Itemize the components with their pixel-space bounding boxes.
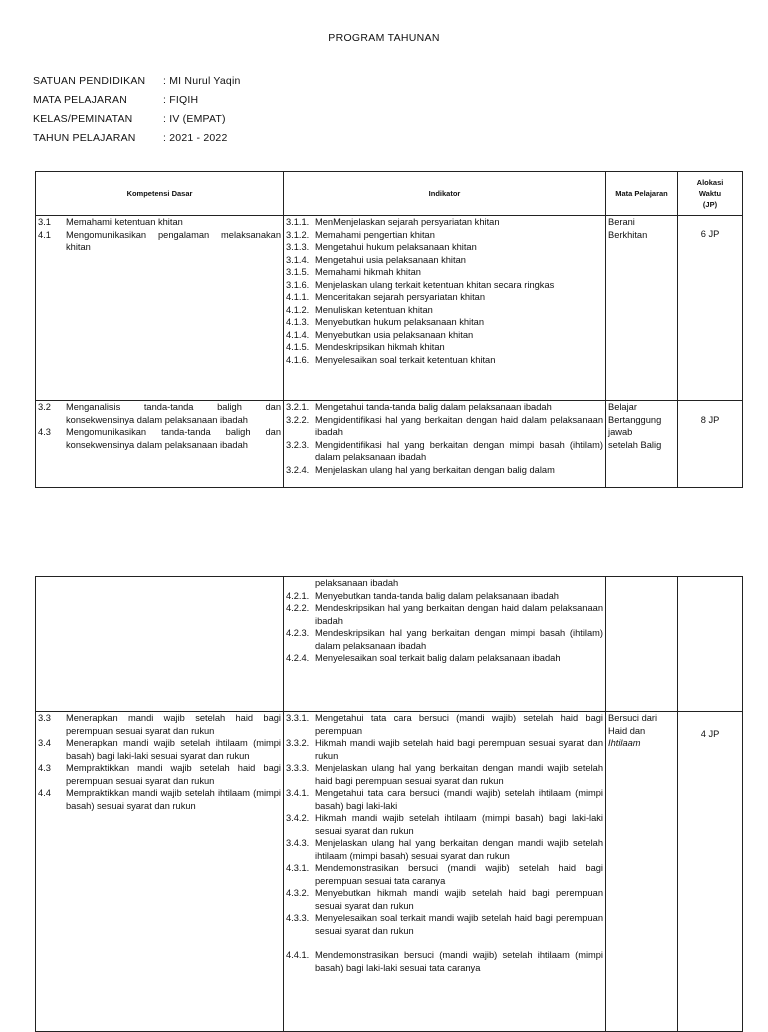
table-header-row [36,172,743,216]
indikator-number: 4.2.1. [286,590,310,601]
mapel-cell [606,577,678,712]
indikator-number: 3.1.1. [286,217,310,227]
kd-text: Mempraktikkan mandi wajib setelah ihtilaam (mimpi basah) sesuai syarat dan rukun [66,788,281,811]
table-row [36,712,743,1032]
info-value: : FIQIH [163,94,199,106]
kd-cell [36,216,284,401]
indikator-number: 3.4.3. [286,838,310,848]
indikator-item [286,229,603,242]
kd-text: Mengomunikasikan pengalaman melaksanakan khitan [66,229,281,252]
indikator-text: Mengetahui tata cara bersuci (mandi wajib) setelah haid bagi perempuan [315,713,603,736]
indikator-item [286,812,603,837]
indikator-item [286,329,603,342]
header-alokasi-waktu [678,172,743,216]
indikator-item [286,341,603,354]
page-title: PROGRAM TAHUNAN [328,32,440,44]
info-label: MATA PELAJARAN [33,94,128,106]
info-value: : MI Nurul Yaqin [163,75,241,87]
kd-item [38,216,281,229]
info-value: : 2021 - 2022 [163,132,228,144]
indikator-item [286,577,603,590]
info-label: TAHUN PELAJARAN [33,132,136,144]
indikator-item [286,304,603,317]
mapel-line: Bersuci dari [608,713,658,723]
indikator-text: Menyebutkan hukum pelaksanaan khitan [315,317,485,327]
indikator-text: pelaksanaan ibadah [315,578,399,588]
indikator-number: 4.1.6. [286,354,310,365]
indikator-item [286,837,603,862]
mapel-cell [606,712,678,1032]
indikator-text: Menjelaskan ulang hal yang berkaitan dengan mandi wajib setelah haid bagi perempuan sesuai syarat dan rukun [315,763,603,786]
indikator-number: 3.4.2. [286,813,310,823]
indikator-number: 4.2.3. [286,628,310,638]
indikator-number: 3.3.2. [286,738,310,748]
kd-text: Menganalisis tanda-tanda baligh dan konsekwensinya dalam pelaksanaan ibadah [66,402,281,425]
table-row [36,577,743,712]
indikator-text: MenMenjelaskan sejarah persyariatan khitan [315,217,500,227]
indikator-text: Mendemonstrasikan bersuci (mandi wajib) setelah ihtilaam (mimpi basah) bagi laki-laki sesuai tata caranya [315,950,603,973]
indikator-item [286,354,603,367]
indikator-text: Mengetahui usia pelaksanaan khitan [315,254,466,265]
table-row [36,216,743,401]
indikator-item [286,590,603,603]
header-alokasi-line: Waktu [698,189,722,198]
kd-number: 4.3 [38,427,51,437]
kd-number: 4.3 [38,763,51,773]
kd-text: Menerapkan mandi wajib setelah ihtilaam (mimpi basah) bagi laki-laki sesuai syarat dan rukun [66,738,281,761]
indikator-number: 3.4.1. [286,788,310,798]
indikator-item [286,602,603,627]
indikator-text: Mengidentifikasi hal yang berkaitan dengan mimpi basah (ihtilam) dalam pelaksanaan ibadah [315,439,603,462]
kd-item [38,737,281,762]
indikator-item [286,254,603,267]
mapel-line: Ihtilaam [608,738,641,748]
indikator-text: Hikmah mandi wajib setelah ihtilaam (mimpi basah) bagi laki-laki sesuai syarat dan rukun [315,813,603,836]
indikator-item [286,787,603,812]
info-label: KELAS/PEMINATAN [33,113,133,125]
indikator-number: 3.2.1. [286,402,310,412]
kd-item [38,229,281,254]
indikator-item [286,401,603,414]
jp-value: 8 JP [700,415,720,425]
indikator-item [286,912,603,937]
kd-item [38,762,281,787]
kd-text: Mempraktikkan mandi wajib setelah haid bagi perempuan sesuai syarat dan rukun [66,763,281,786]
indikator-text: Mendeskripsikan hal yang berkaitan dengan mimpi basah (ihtilam) dalam pelaksanaan ibadah [315,628,603,651]
header-mata-pelajaran: Mata Pelajaran [606,172,678,216]
kd-number: 4.1 [38,229,51,240]
kd-number: 3.1 [38,217,51,227]
kd-text: Mengomunikasikan tanda-tanda baligh dan konsekwensinya dalam pelaksanaan ibadah [66,427,281,450]
indikator-number: 4.1.2. [286,304,310,315]
indikator-number: 4.1.5. [286,342,310,352]
indikator-number: 3.2.4. [286,464,310,475]
kd-text: Memahami ketentuan khitan [66,217,183,227]
indikator-text: Mendeskripsikan hikmah khitan [315,342,445,352]
indikator-item [286,862,603,887]
indikator-text: Menjelaskan ulang terkait ketentuan khitan secara ringkas [315,279,555,290]
indikator-text: Menyebutkan hikmah mandi wajib setelah haid bagi perempuan sesuai syarat dan rukun [315,888,603,911]
indikator-number: 4.3.2. [286,888,310,898]
kd-cell [36,712,284,1032]
indikator-item [286,279,603,292]
mapel-line: jawab [608,427,633,437]
indikator-text: Mendemonstrasikan bersuci (mandi wajib) setelah haid bagi perempuan sesuai tata caranya [315,863,603,886]
indikator-item [286,627,603,652]
header-kompetensi-dasar: Kompetensi Dasar [36,172,284,216]
indikator-item [286,652,603,665]
indikator-item [286,216,603,229]
indikator-item [286,414,603,439]
indikator-item [286,266,603,279]
mapel-line: Berkhitan [608,229,648,240]
indikator-text: Menyelesaikan soal terkait ketentuan khitan [315,354,496,365]
indikator-item [286,241,603,254]
mapel-line: Bertanggung [608,414,662,425]
indikator-number: 3.2.3. [286,439,310,450]
indikator-number: 4.2.2. [286,603,310,613]
indikator-text: Menyebutkan tanda-tanda balig dalam pelaksanaan ibadah [315,590,559,601]
jp-value: 4 JP [700,729,720,739]
indikator-number: 4.1.3. [286,317,310,327]
indikator-item [286,949,603,974]
indikator-number: 3.1.2. [286,229,310,240]
indikator-item [286,291,603,304]
table-row [36,401,743,488]
jp-cell [678,216,743,401]
kd-item [38,426,281,451]
indikator-text: Menyelesaikan soal terkait balig dalam pelaksanaan ibadah [315,653,561,663]
indikator-item [286,439,603,464]
indikator-cell [284,577,606,712]
header-alokasi-line: Alokasi [696,178,724,187]
indikator-item [286,737,603,762]
kd-number: 3.2 [38,402,51,412]
indikator-cell [284,216,606,401]
program-table-1 [35,171,743,488]
indikator-text: Mengetahui tanda-tanda balig dalam pelaksanaan ibadah [315,402,552,412]
spacer [286,937,603,949]
header-alokasi-line: (JP) [702,200,718,209]
indikator-text: Menyebutkan usia pelaksanaan khitan [315,329,474,340]
mapel-cell [606,216,678,401]
indikator-number: 3.1.3. [286,242,310,252]
indikator-number: 4.4.1. [286,950,310,960]
indikator-text: Mengetahui hukum pelaksanaan khitan [315,242,477,252]
indikator-text: Menuliskan ketentuan khitan [315,304,433,315]
indikator-text: Mendeskripsikan hal yang berkaitan dengan haid dalam pelaksanaan ibadah [315,603,603,626]
indikator-item [286,316,603,329]
indikator-text: Mengidentifikasi hal yang berkaitan dengan haid dalam pelaksanaan ibadah [315,414,603,437]
indikator-item [286,712,603,737]
indikator-text: Menjelaskan ulang hal yang berkaitan dengan balig dalam [315,464,555,475]
indikator-number: 3.3.1. [286,713,310,723]
indikator-text: Menyelesaikan soal terkait mandi wajib setelah haid bagi perempuan sesuai syarat dan rukun [315,913,603,936]
kd-item [38,712,281,737]
indikator-number: 4.1.1. [286,292,310,302]
kd-cell [36,577,284,712]
kd-text: Menerapkan mandi wajib setelah haid bagi perempuan sesuai syarat dan rukun [66,713,281,736]
indikator-cell [284,401,606,488]
indikator-number: 4.3.3. [286,913,310,923]
indikator-text: Hikmah mandi wajib setelah haid bagi perempuan sesuai syarat dan rukun [315,738,603,761]
jp-value: 6 JP [700,229,720,239]
indikator-cell [284,712,606,1032]
jp-cell [678,577,743,712]
kd-item [38,787,281,812]
jp-cell [678,401,743,488]
indikator-item [286,762,603,787]
indikator-number: 4.3.1. [286,863,310,873]
indikator-text: Mengetahui tata cara bersuci (mandi wajib) setelah ihtilaam (mimpi basah) bagi laki-laki [315,788,603,811]
kd-number: 3.3 [38,713,51,723]
mapel-line: setelah Balig [608,439,662,450]
mapel-line: Haid dan [608,725,646,736]
indikator-number: 4.2.4. [286,653,310,663]
indikator-number: 3.3.3. [286,763,310,773]
kd-item [38,401,281,426]
kd-number: 4.4 [38,788,51,798]
kd-number: 3.4 [38,738,51,748]
indikator-number: 3.2.2. [286,414,310,425]
mapel-line: Berani [608,217,635,227]
indikator-number: 3.1.6. [286,279,310,290]
mapel-line: Belajar [608,402,637,412]
program-table-2 [35,576,743,1032]
indikator-item [286,887,603,912]
info-label: SATUAN PENDIDIKAN [33,75,146,87]
indikator-number: 4.1.4. [286,329,310,340]
indikator-number: 3.1.4. [286,254,310,265]
indikator-text: Menceritakan sejarah persyariatan khitan [315,292,486,302]
kd-cell [36,401,284,488]
info-value: : IV (EMPAT) [163,113,226,125]
mapel-cell [606,401,678,488]
indikator-number: 3.1.5. [286,267,310,277]
jp-cell [678,712,743,1032]
header-indikator: Indikator [284,172,606,216]
indikator-text: Memahami hikmah khitan [315,267,421,277]
indikator-item [286,464,603,477]
indikator-text: Memahami pengertian khitan [315,229,435,240]
indikator-text: Menjelaskan ulang hal yang berkaitan dengan mandi wajib setelah ihtilaam (mimpi basah) sesuai syarat dan rukun [315,838,603,861]
